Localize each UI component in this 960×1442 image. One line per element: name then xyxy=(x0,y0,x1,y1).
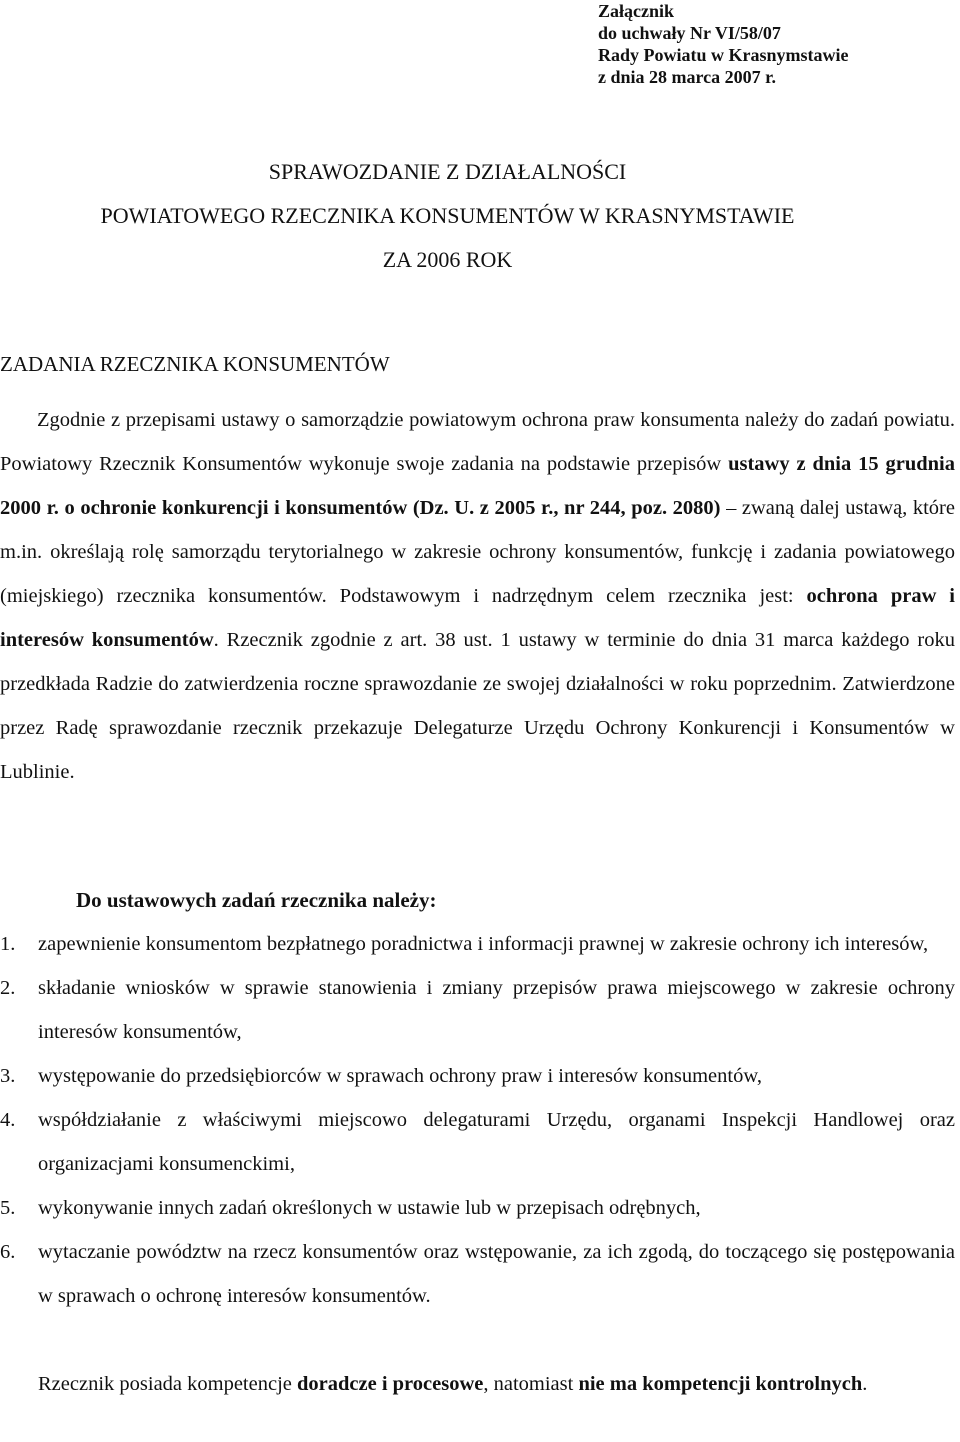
intro-text: Zgodnie z przepisami ustawy o samorządzie powiatowym ochrona praw konsumenta należy do zadań powiatu. Powiatowy Rzecznik Konsumentów wykonuje swoje zadania na podstawie przepisów xyxy=(0,409,955,475)
list-item-text: występowanie do przedsiębiorców w sprawach ochrony praw i interesów konsumentów, xyxy=(38,1065,762,1087)
title-line: POWIATOWEGO RZECZNIKA KONSUMENTÓW W KRASNYMSTAWIE xyxy=(100,203,795,228)
list-item-text: zapewnienie konsumentom bezpłatnego poradnictwa i informacji prawnej w zakresie ochrony ich interesów, xyxy=(38,933,929,955)
list-item-text: wykonywanie innych zadań określonych w ustawie lub w przepisach odrębnych, xyxy=(38,1197,701,1219)
list-item-text: składanie wniosków w sprawie stanowienia i zmiany przepisów prawa miejscowego w zakresie ochrony interesów konsumentów, xyxy=(38,977,955,1043)
list-item xyxy=(0,966,955,1054)
title-line: SPRAWOZDANIE Z DZIAŁALNOŚCI xyxy=(268,159,627,184)
list-item-number: 5. xyxy=(0,1197,16,1219)
list-item-number: 6. xyxy=(0,1241,16,1263)
closing-text: , natomiast xyxy=(483,1373,579,1395)
list-item-number: 2. xyxy=(0,977,16,999)
tasks-heading: Do ustawowych zadań rzecznika należy: xyxy=(76,888,437,912)
closing-text: Rzecznik posiada kompetencje xyxy=(38,1373,297,1395)
closing-paragraph xyxy=(0,1362,955,1406)
attachment-note xyxy=(598,0,849,88)
closing-bold-competences: doradcze i procesowe xyxy=(297,1373,484,1395)
intro-bold-law: ustawy z dnia 15 grudnia 2000 r. o ochronie konkurencji i konsumentów (Dz. U. z 2005 r., nr 244, poz. 2080) xyxy=(0,453,955,519)
list-item-number: 4. xyxy=(0,1109,16,1131)
list-item xyxy=(0,1186,955,1230)
list-item-number: 3. xyxy=(0,1065,16,1087)
intro-text: . Rzecznik zgodnie z art. 38 ust. 1 ustawy w terminie do dnia 31 marca każdego roku przedkłada Radzie do zatwierdzenia roczne sprawozdanie ze swojej działalności w roku poprzednim. Zatwierdzone przez Radę sprawozdanie rzecznik przekazuje Delegaturze Urzędu Ochrony Konkurencji i Konsumentów w Lublinie. xyxy=(0,629,955,783)
attachment-line: Rady Powiatu w Krasnymstawie xyxy=(598,45,849,65)
attachment-line: z dnia 28 marca 2007 r. xyxy=(598,67,776,87)
list-item xyxy=(0,1054,955,1098)
list-item-text: wytaczanie powództw na rzecz konsumentów oraz wstępowanie, za ich zgodą, do toczącego się postępowania w sprawach o ochronę interesów konsumentów. xyxy=(38,1241,955,1307)
list-item-number: 1. xyxy=(0,933,16,955)
list-item xyxy=(0,1230,955,1318)
attachment-line: Załącznik xyxy=(598,1,675,21)
tasks-list xyxy=(0,922,955,1318)
closing-bold-no-control: nie ma kompetencji kontrolnych xyxy=(578,1373,863,1395)
list-item xyxy=(0,922,955,966)
intro-paragraph xyxy=(0,398,955,794)
section-heading: ZADANIA RZECZNIKA KONSUMENTÓW xyxy=(0,352,390,376)
attachment-line: do uchwały Nr VI/58/07 xyxy=(598,23,781,43)
document-title xyxy=(0,150,960,282)
list-item-text: współdziałanie z właściwymi miejscowo delegaturami Urzędu, organami Inspekcji Handlowej oraz organizacjami konsumenckimi, xyxy=(38,1109,955,1175)
intro-text: – zwaną dalej ustawą, które m.in. określają rolę samorządu terytorialnego w zakresie ochrony konsumentów, funkcję i zadania powiatowego (miejskiego) rzecznika konsumentów. Podstawowym i nadrzędnym celem rzecznika jest: xyxy=(0,497,955,607)
list-item xyxy=(0,1098,955,1186)
title-line: ZA 2006 ROK xyxy=(382,247,513,272)
closing-text: . xyxy=(862,1373,868,1395)
intro-bold-goal: ochrona praw i interesów konsumentów xyxy=(0,585,955,651)
